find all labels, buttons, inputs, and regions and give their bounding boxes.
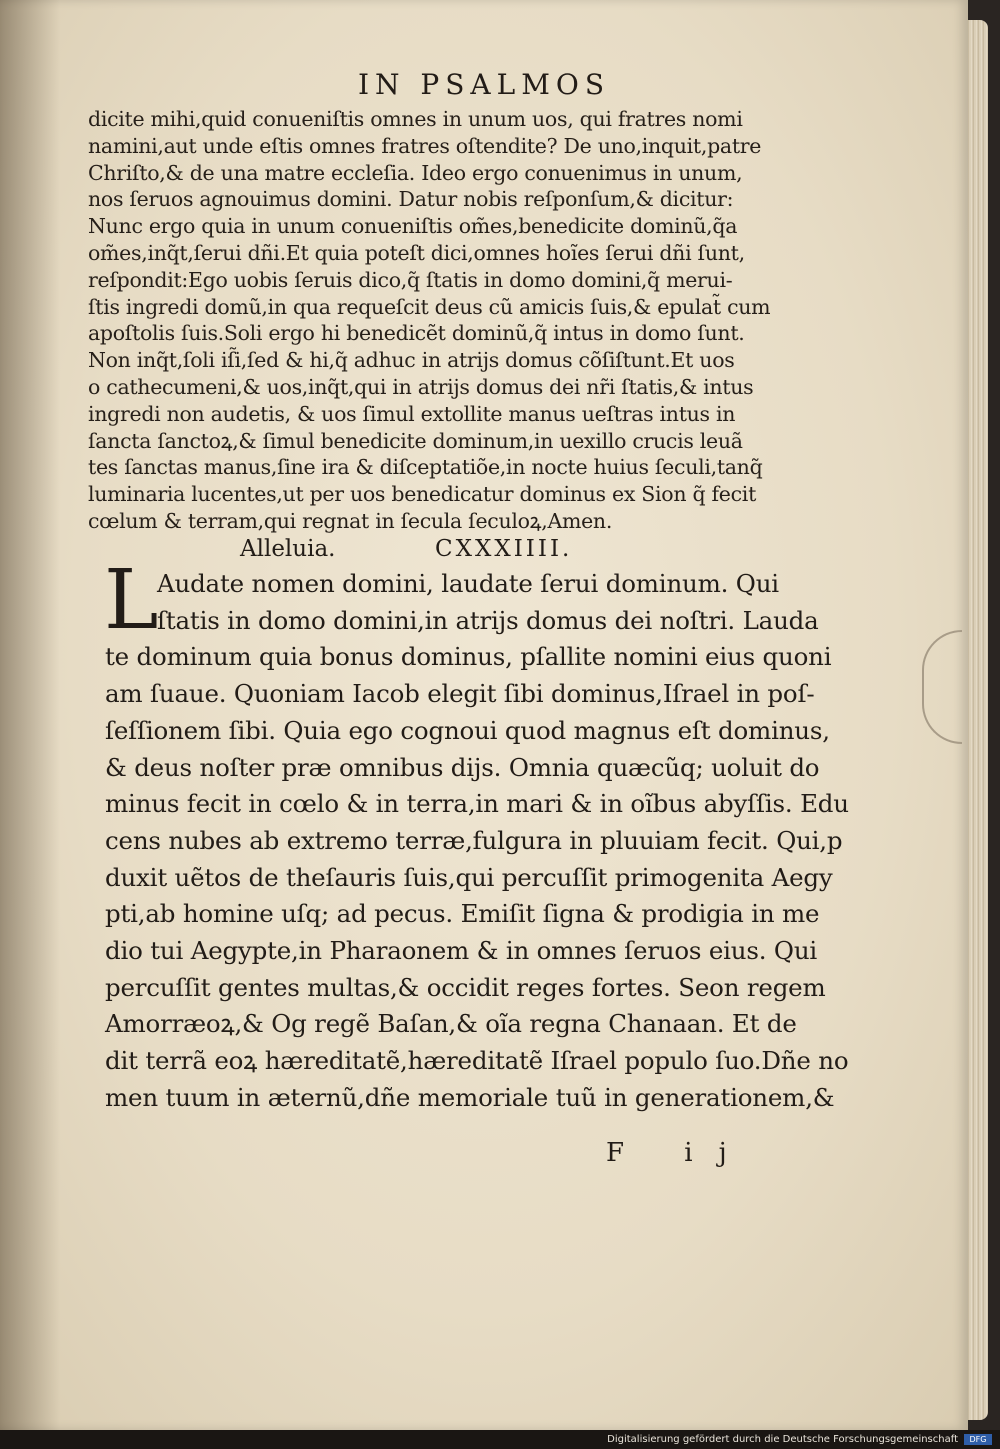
text-line: tes ſanctas manus,ſine ira & diſceptatiõe,in nocte huius ſeculi,tanq̃ (88, 455, 763, 480)
text-line: ſancta ſanctoꝝ,& ſimul benedicite dominum,in uexillo crucis leuã (88, 428, 743, 453)
text-line: pti,ab homine uſq; ad pecus. Emiſit ſigna & prodigia in me (105, 899, 820, 929)
running-head: IN PSALMOS (357, 68, 611, 101)
funding-credit: Digitalisierung gefördert durch die Deutsche Forschungsgemeinschaft (607, 1434, 958, 1445)
text-line: ſtatis in domo domini,in atrijs domus dei noſtri. Lauda (157, 605, 819, 635)
dfg-logo-icon: DFG (964, 1434, 992, 1445)
text-line: namini,aut unde eſtis omnes fratres oſtendite? De uno,inquit,patre (88, 133, 762, 158)
text-line: minus fecit in cœlo & in terra,in mari & in oĩbus abyſſis. Edu (105, 789, 849, 819)
text-line: om̃es,inq̃t,ſerui dñi.Et quia poteſt dici,omnes hoĩes ſerui dñi ſunt, (88, 240, 745, 265)
text-line: Amorræoꝝ,& Og regẽ Baſan,& oĩa regna Chanaan. Et de (105, 1009, 797, 1039)
text-line: reſpondit:Ego uobis ſeruis dico,q̃ ſtatis in domo domini,q̃ merui- (88, 267, 733, 292)
text-line: & deus noſter præ omnibus dijs. Omnia quæcũq; uoluit do (105, 752, 820, 782)
text-line: am ſuaue. Quoniam Iacob elegit ſibi dominus,Iſrael in poſ- (105, 679, 815, 709)
text-line: ſeſſionem ſibi. Quia ego cognoui quod magnus eſt dominus, (105, 715, 830, 745)
text-line: o cathecumeni,& uos,inq̃t,qui in atrijs domus dei nr̃i ſtatis,& intus (88, 374, 754, 399)
text-line: cœlum & terram,qui regnat in ſecula ſeculoꝝ,Amen. (88, 508, 613, 533)
psalm-text (104, 553, 849, 1117)
text-line: ſtis ingredi domũ,in qua requeſcit deus cũ amicis ſuis,& epulat̃ cum (88, 294, 771, 319)
text-line: cens nubes ab extremo terræ,fulgura in pluuiam fecit. Qui,p (105, 825, 843, 855)
text-line: nos ſeruos agnouimus domini. Datur nobis reſponſum,& dicitur: (88, 187, 734, 212)
drop-cap-initial: L (104, 553, 159, 648)
text-line: men tuum in æternũ,dñe memoriale tuũ in generationem,& (105, 1082, 835, 1112)
text-line: dicite mihi,quid conueniſtis omnes in unum uos, qui fratres nomi (88, 107, 743, 131)
text-line: Nunc ergo quia in unum conueniſtis om̃es,benedicite dominũ,q̃a (88, 214, 738, 239)
text-line: duxit uẽtos de theſauris ſuis,qui percuſſit primogenita Aegy (105, 862, 833, 892)
signature-mark: F ij (606, 1138, 753, 1168)
text-line: dit terrã eoꝝ hæreditatẽ,hæreditatẽ Iſrael populo ſuo.Dñe no (105, 1046, 849, 1076)
gutter-shadow (0, 0, 60, 1430)
text-line: dio tui Aegypte,in Pharaonem & in omnes ſeruos eius. Qui (105, 936, 818, 966)
text-line: te dominum quia bonus dominus, pſallite nomini eius quoni (105, 642, 832, 672)
footer-bar (0, 1430, 1000, 1449)
psalm-number: CXXXIIII. (435, 536, 573, 562)
page-clip (922, 630, 962, 744)
text-line: Audate nomen domini, laudate ſerui dominum. Qui (157, 569, 779, 598)
text-line: percuſſit gentes multas,& occidit reges fortes. Seon regem (105, 972, 826, 1002)
text-line: Non inq̃t,ſoli iſ̃i,ſed & hi,q̃ adhuc in atrijs domus cõſiſtunt.Et uos (88, 348, 735, 373)
commentary-text (88, 106, 788, 535)
text-line: ingredi non audetis, & uos ſimul extollite manus ueſtras intus in (88, 401, 736, 426)
text-line: luminaria lucentes,ut per uos benedicatur dominus ex Sion q̃ fecit (88, 482, 757, 507)
alleluia-heading: Alleluia. (240, 536, 336, 562)
text-line: apoſtolis ſuis.Soli ergo hi benedicẽt dominũ,q̃ intus in domo ſunt. (88, 321, 745, 346)
text-line: Chriſto,& de una matre eccleſia. Ideo ergo conuenimus in unum, (88, 160, 743, 185)
